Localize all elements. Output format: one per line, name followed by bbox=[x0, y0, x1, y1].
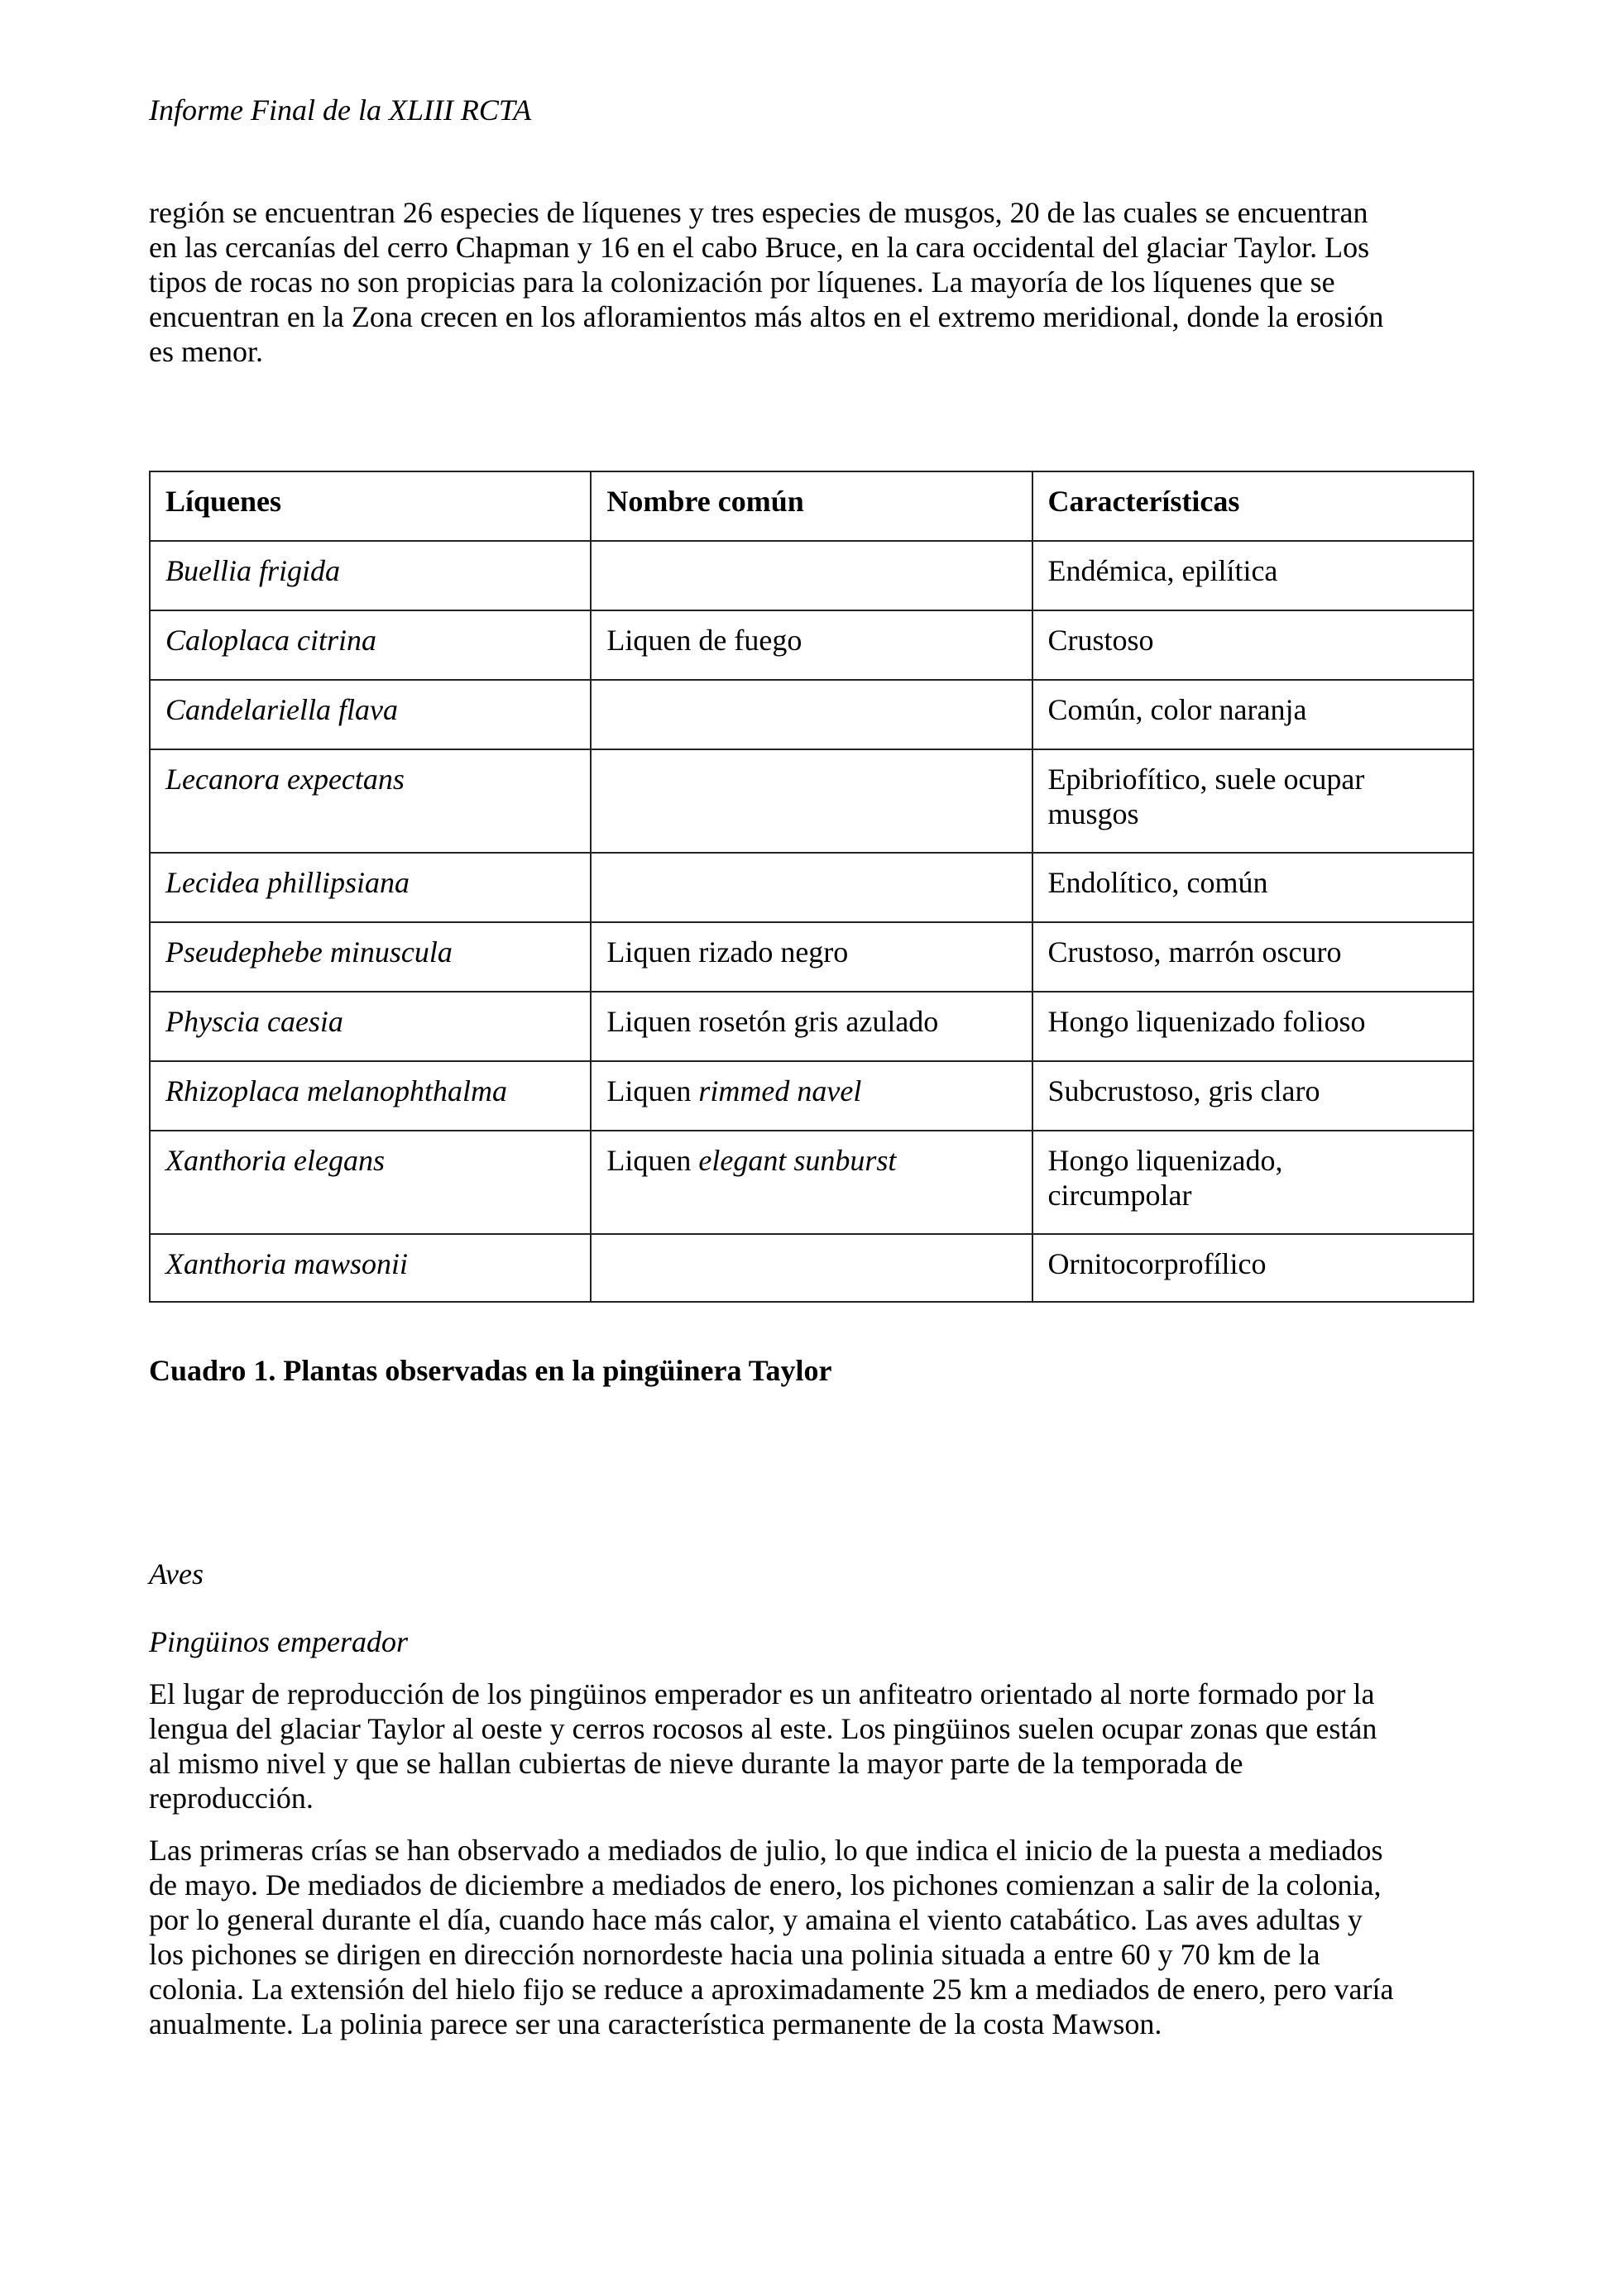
species-cell: Rhizoplaca melanophthalma bbox=[150, 1061, 591, 1131]
text-line: lengua del glaciar Taylor al oeste y cerros rocosos al este. Los pingüinos suelen ocupar zonas que están bbox=[149, 1712, 1377, 1745]
common-name: Liquen rizado negro bbox=[606, 935, 849, 969]
characteristics-cell bbox=[1032, 749, 1473, 853]
running-header: Informe Final de la XLIII RCTA bbox=[149, 93, 532, 127]
characteristics-cell bbox=[1032, 1061, 1473, 1131]
text-line: reproducción. bbox=[149, 1782, 314, 1815]
species-cell: Candelariella flava bbox=[150, 680, 591, 749]
common-name-cell bbox=[591, 541, 1032, 610]
table-row bbox=[150, 749, 1473, 853]
characteristics-cont: musgos bbox=[1047, 797, 1139, 830]
table-row bbox=[150, 1131, 1473, 1234]
text-line: es menor. bbox=[149, 335, 263, 368]
characteristics: Crustoso, marrón oscuro bbox=[1047, 935, 1342, 969]
text-line: anualmente. La polinia parece ser una característica permanente de la costa Mawson. bbox=[149, 2007, 1162, 2040]
species-cell: Buellia frigida bbox=[150, 541, 591, 610]
characteristics-cell bbox=[1032, 541, 1473, 610]
text-line: los pichones se dirigen en dirección nornordeste hacia una polinia situada a entre 60 y 70 km de la bbox=[149, 1938, 1320, 1971]
characteristics: Común, color naranja bbox=[1047, 693, 1307, 726]
intro-paragraph bbox=[149, 195, 1489, 369]
table-row bbox=[150, 680, 1473, 749]
text-line: región se encuentran 26 especies de líquenes y tres especies de musgos, 20 de las cuales se encuentran bbox=[149, 196, 1368, 229]
species-cell: Physcia caesia bbox=[150, 992, 591, 1061]
characteristics-cell bbox=[1032, 922, 1473, 992]
characteristics-cell bbox=[1032, 1234, 1473, 1302]
characteristics: Hongo liquenizado, bbox=[1047, 1144, 1283, 1177]
text-line: El lugar de reproducción de los pingüinos emperador es un anfiteatro orientado al norte formado por la bbox=[149, 1677, 1375, 1710]
table-row bbox=[150, 992, 1473, 1061]
lichen-table bbox=[149, 471, 1474, 1303]
characteristics: Endolítico, común bbox=[1047, 866, 1268, 899]
common-name-cell bbox=[591, 992, 1032, 1061]
common-name: Liquen bbox=[606, 1144, 699, 1177]
common-name-cell bbox=[591, 922, 1032, 992]
characteristics-cell bbox=[1032, 680, 1473, 749]
characteristics: Epibriofítico, suele ocupar bbox=[1047, 763, 1365, 796]
text-line: Las primeras crías se han observado a mediados de julio, lo que indica el inicio de la puesta a mediados bbox=[149, 1834, 1383, 1867]
species-cell: Pseudephebe minuscula bbox=[150, 922, 591, 992]
text-line: en las cercanías del cerro Chapman y 16 en el cabo Bruce, en la cara occidental del glaciar Taylor. Los bbox=[149, 231, 1370, 264]
common-name-cell bbox=[591, 853, 1032, 922]
table-header-row bbox=[150, 471, 1473, 541]
characteristics-cell bbox=[1032, 1131, 1473, 1234]
breeding-site-paragraph bbox=[149, 1677, 1489, 1815]
column-header-characteristics: Características bbox=[1032, 471, 1473, 541]
chicks-paragraph bbox=[149, 1833, 1489, 2041]
common-name-italic: rimmed navel bbox=[698, 1074, 862, 1107]
table-caption: Cuadro 1. Plantas observadas en la pingüinera Taylor bbox=[149, 1354, 832, 1387]
characteristics-cell bbox=[1032, 992, 1473, 1061]
common-name-italic: elegant sunburst bbox=[698, 1144, 897, 1177]
common-name-cell bbox=[591, 1131, 1032, 1234]
characteristics: Hongo liquenizado folioso bbox=[1047, 1005, 1366, 1038]
species-cell: Xanthoria mawsonii bbox=[150, 1234, 591, 1302]
species-cell: Caloplaca citrina bbox=[150, 610, 591, 680]
text-line: por lo general durante el día, cuando hace más calor, y amaina el viento catabático. Las aves adultas y bbox=[149, 1903, 1363, 1936]
table-row bbox=[150, 853, 1473, 922]
text-line: de mayo. De mediados de diciembre a mediados de enero, los pichones comienzan a salir de la colonia, bbox=[149, 1868, 1382, 1901]
column-header-common-name: Nombre común bbox=[591, 471, 1032, 541]
common-name-cell bbox=[591, 680, 1032, 749]
common-name-cell bbox=[591, 1234, 1032, 1302]
table-row bbox=[150, 610, 1473, 680]
table-row bbox=[150, 1234, 1473, 1302]
text-line: al mismo nivel y que se hallan cubiertas de nieve durante la mayor parte de la temporada de bbox=[149, 1747, 1243, 1780]
common-name-cell bbox=[591, 749, 1032, 853]
text-line: encuentran en la Zona crecen en los afloramientos más altos en el extremo meridional, donde la erosión bbox=[149, 300, 1384, 333]
section-title: Aves bbox=[149, 1557, 204, 1590]
species-cell: Lecanora expectans bbox=[150, 749, 591, 853]
common-name-cell bbox=[591, 610, 1032, 680]
characteristics: Crustoso bbox=[1047, 624, 1154, 657]
characteristics-cell bbox=[1032, 853, 1473, 922]
subsection-title: Pingüinos emperador bbox=[149, 1625, 408, 1658]
common-name: Liquen de fuego bbox=[606, 624, 802, 657]
text-line: tipos de rocas no son propicias para la colonización por líquenes. La mayoría de los líquenes que se bbox=[149, 265, 1335, 299]
column-header-lichens: Líquenes bbox=[150, 471, 591, 541]
text-line: colonia. La extensión del hielo fijo se reduce a aproximadamente 25 km a mediados de enero, pero varía bbox=[149, 1973, 1394, 2006]
characteristics: Endémica, epilítica bbox=[1047, 554, 1278, 587]
table-row bbox=[150, 541, 1473, 610]
common-name: Liquen rosetón gris azulado bbox=[606, 1005, 939, 1038]
characteristics-cont: circumpolar bbox=[1047, 1179, 1192, 1212]
common-name-cell bbox=[591, 1061, 1032, 1131]
characteristics-cell bbox=[1032, 610, 1473, 680]
common-name: Liquen bbox=[606, 1074, 699, 1107]
characteristics: Subcrustoso, gris claro bbox=[1047, 1074, 1320, 1107]
species-cell: Lecidea phillipsiana bbox=[150, 853, 591, 922]
species-cell: Xanthoria elegans bbox=[150, 1131, 591, 1234]
table-row bbox=[150, 1061, 1473, 1131]
characteristics: Ornitocorprofílico bbox=[1047, 1247, 1267, 1280]
table-row bbox=[150, 922, 1473, 992]
